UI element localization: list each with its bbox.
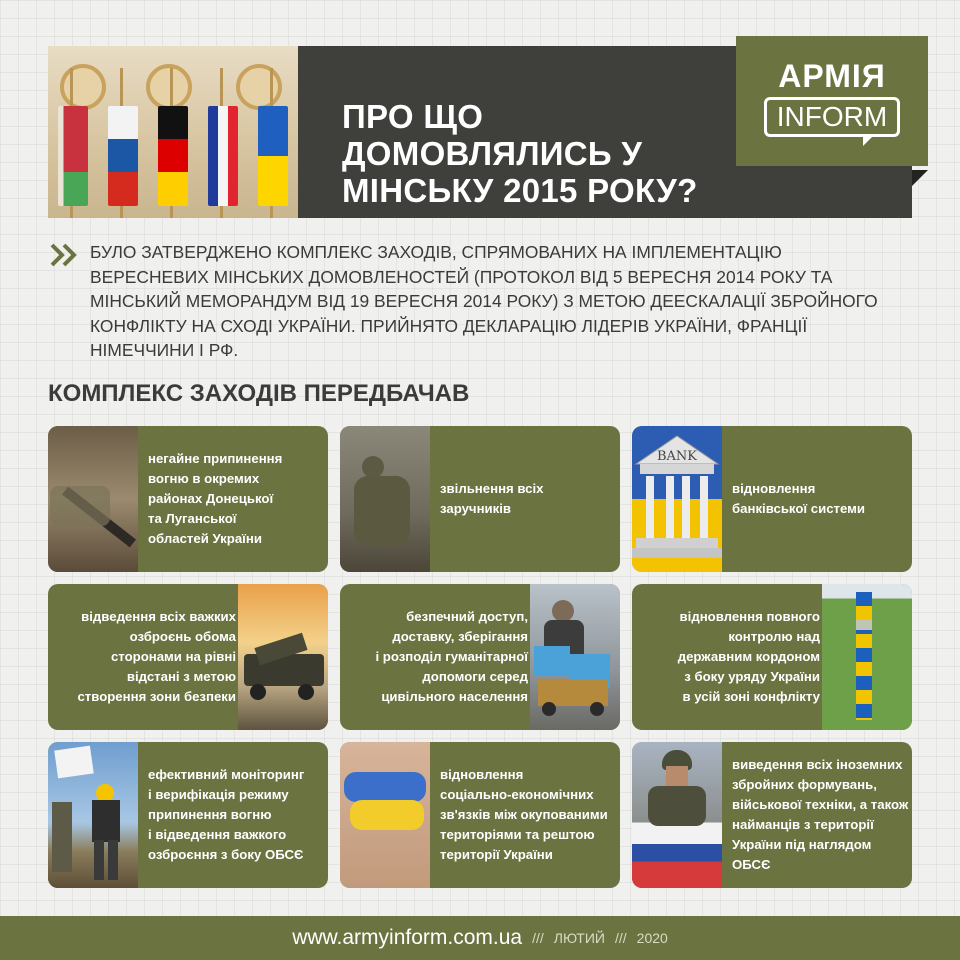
- card-foreign-withdrawal: [632, 742, 912, 888]
- card-text: звільнення всіх заручників: [440, 481, 544, 516]
- card-ceasefire: [48, 426, 328, 572]
- card-weapons-withdrawal: [48, 584, 328, 730]
- logo-bottom-text: INFORM: [764, 97, 900, 137]
- flag-russia: [108, 106, 138, 206]
- card-text: виведення всіх іноземних збройних формувань, військової техніки, а також найманців з території України під наглядом ОБСЄ: [732, 757, 909, 872]
- hostage-photo: [340, 426, 430, 572]
- humanitarian-aid-photo: [530, 584, 620, 730]
- footer-month: ЛЮТИЙ: [553, 930, 605, 946]
- footer-separator: ///: [532, 930, 544, 946]
- header: [48, 46, 912, 218]
- card-text: безпечний доступ, доставку, зберігання і розподіл гуманітарної допомоги серед цивільного населення: [375, 609, 528, 704]
- page-title: ПРО ЩО ДОМОВЛЯЛИСЬ У МІНСЬКУ 2015 РОКУ?: [342, 98, 698, 209]
- bank-photo: [632, 426, 722, 572]
- footer: [0, 916, 960, 960]
- flag-france: [208, 106, 238, 206]
- soldier-flag-photo: [632, 742, 722, 888]
- rocket-launcher-photo: [238, 584, 328, 730]
- card-text: відновлення повного контролю над державним кордоном з боку уряду України в усій зоні конфлікту: [677, 609, 820, 704]
- svg-text:BANK: BANK: [656, 449, 698, 464]
- armyinform-logo: [736, 36, 928, 166]
- flags-photo: [48, 46, 298, 218]
- card-osce-monitoring: [48, 742, 328, 888]
- card-text: негайне припинення вогню в окремих районах Донецької та Луганської областей України: [148, 451, 283, 546]
- card-text: відновлення соціально-економічних зв'язків між окупованими територіями та рештою території України: [440, 767, 608, 862]
- osce-monitors-photo: [48, 742, 138, 888]
- logo-top-text: АРМІЯ: [778, 58, 886, 94]
- section-title: КОМПЛЕКС ЗАХОДІВ ПЕРЕДБАЧАВ: [48, 380, 470, 407]
- double-chevron-right-icon: [48, 242, 82, 268]
- card-border-control: [632, 584, 912, 730]
- card-text: відведення всіх важких озброєнь обома сторонами на рівні відстані з метою створення зони безпеки: [77, 609, 236, 704]
- card-text: ефективний моніторинг і верифікація режиму припинення вогню і відведення важкого озброєння з боку ОБСЄ: [148, 767, 305, 862]
- card-humanitarian-aid: [340, 584, 620, 730]
- footer-year: 2020: [636, 930, 668, 946]
- ukraine-map-hands-photo: [340, 742, 430, 888]
- card-hostages: [340, 426, 620, 572]
- card-social-economic: [340, 742, 620, 888]
- card-text: відновлення банківської системи: [732, 481, 866, 516]
- flag-belarus: [58, 106, 88, 206]
- intro-text: БУЛО ЗАТВЕРДЖЕНО КОМПЛЕКС ЗАХОДІВ, СПРЯМОВАНИХ НА ІМПЛЕМЕНТАЦІЮ ВЕРЕСНЕВИХ МІНСЬКИХ ДОМОВЛЕНОСТЕЙ (ПРОТОКОЛ ВІД 5 ВЕРЕСНЯ 2014 РОКУ ТА МІНСЬКИЙ МЕМОРАНДУМ ВІД 19 ВЕРЕСНЯ 2014 РОКУ) З МЕТОЮ ДЕЕСКАЛАЦІЇ ЗБРОЙНОГО КОНФЛІКТУ НА СХОДІ УКРАЇНИ. ПРИЙНЯТО ДЕКЛАРАЦІЮ ЛІДЕРІВ УКРАЇНИ, ФРАНЦІЇ НІМЕЧЧИНИ І РФ.: [90, 242, 878, 361]
- flag-ukraine: [258, 106, 288, 206]
- card-banking: [632, 426, 912, 572]
- footer-separator: ///: [614, 930, 627, 946]
- border-post-photo: [822, 584, 912, 730]
- flag-germany: [158, 106, 188, 206]
- rifle-photo: [48, 426, 138, 572]
- footer-url[interactable]: www.armyinform.com.ua: [292, 926, 523, 949]
